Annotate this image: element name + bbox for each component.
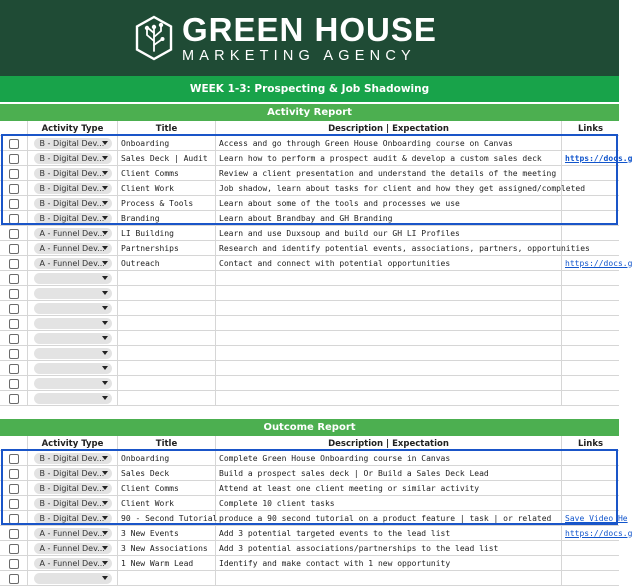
chevron-down-icon[interactable] (102, 261, 108, 265)
table-row (0, 151, 619, 166)
table-row (0, 301, 619, 316)
chevron-down-icon[interactable] (102, 186, 108, 190)
activity-type-cell (28, 271, 118, 286)
description-cell[interactable]: Add 3 potential associations/partnerships to the lead list (216, 541, 562, 556)
table-row (0, 346, 619, 361)
links-cell[interactable] (562, 241, 619, 256)
checkbox-cell (0, 541, 28, 556)
activity-type-dropdown[interactable] (34, 303, 112, 314)
activity-type-dropdown[interactable] (34, 288, 112, 299)
links-cell[interactable] (562, 166, 619, 181)
links-cell[interactable] (562, 466, 619, 481)
chevron-down-icon[interactable] (102, 396, 108, 400)
chevron-down-icon[interactable] (102, 231, 108, 235)
checkbox-column-header (0, 436, 28, 451)
row-checkbox[interactable] (9, 514, 19, 524)
activity-type-cell (28, 181, 118, 196)
links-cell[interactable] (562, 151, 619, 166)
table-row (0, 466, 619, 481)
chevron-down-icon[interactable] (102, 486, 108, 490)
activity-type-cell (28, 571, 118, 586)
table-row (0, 511, 619, 526)
title-cell[interactable] (118, 286, 216, 301)
description-cell[interactable]: produce a 90 second tutorial on a product feature | task | or related (216, 511, 562, 526)
chevron-down-icon[interactable] (102, 171, 108, 175)
row-checkbox[interactable] (9, 499, 19, 509)
links-cell[interactable] (562, 226, 619, 241)
activity-type-cell (28, 376, 118, 391)
table-row (0, 391, 619, 406)
activity-type-value: B - Digital Dev... (40, 184, 105, 193)
activity-type-dropdown[interactable] (34, 513, 112, 524)
description-cell[interactable] (216, 331, 562, 346)
description-cell[interactable]: Access and go through Green House Onboarding course on Canvas (216, 136, 562, 151)
activity-type-value: B - Digital Dev... (40, 484, 105, 493)
activity-type-cell (28, 286, 118, 301)
description-cell[interactable]: Learn about Brandbay and GH Branding (216, 211, 562, 226)
activity-type-cell (28, 301, 118, 316)
links-cell[interactable] (562, 256, 619, 271)
activity-type-dropdown[interactable] (34, 483, 112, 494)
activity-type-value: A - Funnel Dev... (40, 529, 105, 538)
row-checkbox[interactable] (9, 529, 19, 539)
title-cell[interactable]: Client Work (118, 181, 216, 196)
header-banner (0, 0, 619, 76)
chevron-down-icon[interactable] (102, 501, 108, 505)
row-checkbox[interactable] (9, 349, 19, 359)
document-link[interactable]: https://docs.g (565, 259, 632, 268)
checkbox-cell (0, 286, 28, 301)
checkbox-cell (0, 136, 28, 151)
chevron-down-icon[interactable] (102, 351, 108, 355)
chevron-down-icon[interactable] (102, 141, 108, 145)
row-checkbox[interactable] (9, 394, 19, 404)
activity-type-value: B - Digital Dev... (40, 499, 105, 508)
table-row (0, 196, 619, 211)
description-cell[interactable]: Learn how to perform a prospect audit & develop a custom sales deck (216, 151, 562, 166)
description-cell[interactable]: Contact and connect with potential opportunities (216, 256, 562, 271)
title-cell[interactable] (118, 571, 216, 586)
activity-type-dropdown[interactable] (34, 318, 112, 329)
row-checkbox[interactable] (9, 454, 19, 464)
table-row (0, 286, 619, 301)
column-header-row (0, 121, 619, 136)
description-cell[interactable]: Complete Green House Onboarding course in Canvas (216, 451, 562, 466)
title-cell[interactable]: Partnerships (118, 241, 216, 256)
activity-type-cell (28, 151, 118, 166)
table-row (0, 211, 619, 226)
title-cell[interactable]: 3 New Events (118, 526, 216, 541)
activity-type-value: B - Digital Dev... (40, 199, 105, 208)
links-header: Links (562, 436, 619, 451)
links-cell[interactable] (562, 451, 619, 466)
title-cell[interactable] (118, 361, 216, 376)
links-cell[interactable] (562, 271, 619, 286)
activity-type-cell (28, 196, 118, 211)
links-cell[interactable] (562, 346, 619, 361)
activity-type-dropdown[interactable] (34, 573, 112, 584)
checkbox-cell (0, 466, 28, 481)
title-cell[interactable]: Branding (118, 211, 216, 226)
chevron-down-icon[interactable] (102, 276, 108, 280)
description-cell[interactable] (216, 286, 562, 301)
links-cell[interactable] (562, 286, 619, 301)
activity-type-cell (28, 526, 118, 541)
document-link[interactable]: https://docs.g (565, 154, 632, 163)
title-cell[interactable]: Process & Tools (118, 196, 216, 211)
description-cell[interactable] (216, 391, 562, 406)
description-header: Description | Expectation (216, 436, 562, 451)
description-cell[interactable]: Attend at least one client meeting or similar activity (216, 481, 562, 496)
table-row (0, 256, 619, 271)
activity-type-cell (28, 166, 118, 181)
description-cell[interactable]: Identify and make contact with 1 new opportunity (216, 556, 562, 571)
title-cell[interactable] (118, 331, 216, 346)
activity-type-cell (28, 451, 118, 466)
row-checkbox[interactable] (9, 244, 19, 254)
description-cell[interactable]: Build a prospect sales deck | Or Build a Sales Deck Lead (216, 466, 562, 481)
title-cell[interactable]: Sales Deck (118, 466, 216, 481)
description-cell[interactable]: Complete 10 client tasks (216, 496, 562, 511)
checkbox-cell (0, 331, 28, 346)
title-header: Title (118, 121, 216, 136)
circuit-tree-icon (134, 15, 174, 61)
activity-type-cell (28, 241, 118, 256)
title-cell[interactable]: 90 - Second Tutorial (118, 511, 216, 526)
checkbox-cell (0, 211, 28, 226)
title-cell[interactable]: LI Building (118, 226, 216, 241)
activity-type-dropdown[interactable] (34, 243, 112, 254)
activity-type-value: B - Digital Dev... (40, 214, 105, 223)
checkbox-cell (0, 181, 28, 196)
activity-type-cell (28, 226, 118, 241)
table-row (0, 316, 619, 331)
chevron-down-icon[interactable] (102, 336, 108, 340)
links-cell[interactable] (562, 331, 619, 346)
checkbox-cell (0, 316, 28, 331)
checkbox-cell (0, 451, 28, 466)
row-checkbox[interactable] (9, 574, 19, 584)
links-cell[interactable] (562, 526, 619, 541)
activity-type-cell (28, 211, 118, 226)
links-cell[interactable] (562, 496, 619, 511)
activity-type-value: A - Funnel Dev... (40, 244, 105, 253)
table-row (0, 451, 619, 466)
brand-tagline: MARKETING AGENCY (182, 49, 437, 64)
activity-type-dropdown[interactable] (34, 393, 112, 404)
description-cell[interactable] (216, 361, 562, 376)
checkbox-cell (0, 481, 28, 496)
checkbox-cell (0, 556, 28, 571)
row-checkbox[interactable] (9, 319, 19, 329)
outcome-table (0, 436, 619, 586)
activity-type-dropdown[interactable] (34, 228, 112, 239)
activity-type-dropdown[interactable] (34, 378, 112, 389)
chevron-down-icon[interactable] (102, 456, 108, 460)
title-cell[interactable]: Outreach (118, 256, 216, 271)
activity-type-dropdown[interactable] (34, 558, 112, 569)
links-cell[interactable] (562, 361, 619, 376)
row-checkbox[interactable] (9, 379, 19, 389)
chevron-down-icon[interactable] (102, 471, 108, 475)
activity-type-dropdown[interactable] (34, 543, 112, 554)
activity-type-value: B - Digital Dev... (40, 514, 105, 523)
row-checkbox[interactable] (9, 334, 19, 344)
activity-type-cell (28, 481, 118, 496)
title-cell[interactable] (118, 376, 216, 391)
title-cell[interactable] (118, 301, 216, 316)
checkbox-cell (0, 361, 28, 376)
description-cell[interactable]: Research and identify potential events, associations, partners, opportunities (216, 241, 562, 256)
activity-type-dropdown[interactable] (34, 153, 112, 164)
brand-logo (134, 12, 437, 64)
row-checkbox[interactable] (9, 364, 19, 374)
activity-type-dropdown[interactable] (34, 273, 112, 284)
activity-type-cell (28, 556, 118, 571)
title-cell[interactable]: Client Comms (118, 166, 216, 181)
table-row (0, 481, 619, 496)
table-row (0, 181, 619, 196)
row-checkbox[interactable] (9, 214, 19, 224)
links-cell[interactable] (562, 571, 619, 586)
activity-type-dropdown[interactable] (34, 333, 112, 344)
checkbox-cell (0, 166, 28, 181)
row-checkbox[interactable] (9, 259, 19, 269)
activity-type-dropdown[interactable] (34, 213, 112, 224)
table-row (0, 541, 619, 556)
table-row (0, 226, 619, 241)
table-row (0, 241, 619, 256)
table-row (0, 136, 619, 151)
row-checkbox[interactable] (9, 139, 19, 149)
activity-type-cell (28, 541, 118, 556)
row-checkbox[interactable] (9, 199, 19, 209)
description-header: Description | Expectation (216, 121, 562, 136)
chevron-down-icon[interactable] (102, 381, 108, 385)
chevron-down-icon[interactable] (102, 156, 108, 160)
document-link[interactable]: https://docs.g (565, 529, 632, 538)
chevron-down-icon[interactable] (102, 291, 108, 295)
chevron-down-icon[interactable] (102, 531, 108, 535)
title-cell[interactable] (118, 316, 216, 331)
description-cell[interactable] (216, 346, 562, 361)
activity-type-header: Activity Type (28, 436, 118, 451)
title-cell[interactable]: Onboarding (118, 451, 216, 466)
table-row (0, 271, 619, 286)
checkbox-cell (0, 226, 28, 241)
description-cell[interactable]: Review a client presentation and understand the details of the meeting (216, 166, 562, 181)
chevron-down-icon[interactable] (102, 366, 108, 370)
checkbox-cell (0, 346, 28, 361)
chevron-down-icon[interactable] (102, 216, 108, 220)
activity-type-cell (28, 331, 118, 346)
activity-type-value: A - Funnel Dev... (40, 259, 105, 268)
week-title: WEEK 1-3: Prospecting & Job Shadowing (0, 76, 619, 102)
activity-type-dropdown[interactable] (34, 363, 112, 374)
activity-type-value: B - Digital Dev... (40, 169, 105, 178)
table-row (0, 376, 619, 391)
checkbox-cell (0, 391, 28, 406)
title-cell[interactable]: Client Comms (118, 481, 216, 496)
activity-type-cell (28, 256, 118, 271)
description-cell[interactable] (216, 376, 562, 391)
checkbox-cell (0, 511, 28, 526)
links-cell[interactable] (562, 391, 619, 406)
links-cell[interactable] (562, 481, 619, 496)
outcome-section-title: Outcome Report (0, 419, 619, 436)
activity-section-title: Activity Report (0, 104, 619, 121)
checkbox-cell (0, 241, 28, 256)
row-checkbox[interactable] (9, 484, 19, 494)
chevron-down-icon[interactable] (102, 576, 108, 580)
links-cell[interactable] (562, 301, 619, 316)
links-cell[interactable] (562, 211, 619, 226)
description-cell[interactable]: Learn and use Duxsoup and build our GH LI Profiles (216, 226, 562, 241)
description-cell[interactable] (216, 316, 562, 331)
activity-type-dropdown[interactable] (34, 468, 112, 479)
activity-type-dropdown[interactable] (34, 348, 112, 359)
title-header: Title (118, 436, 216, 451)
activity-type-value: A - Funnel Dev... (40, 544, 105, 553)
title-cell[interactable] (118, 271, 216, 286)
activity-type-dropdown[interactable] (34, 528, 112, 539)
description-cell[interactable]: Add 3 potential targeted events to the lead list (216, 526, 562, 541)
activity-type-dropdown[interactable] (34, 453, 112, 464)
activity-type-value: B - Digital Dev... (40, 154, 105, 163)
activity-type-cell (28, 466, 118, 481)
checkbox-cell (0, 496, 28, 511)
activity-type-cell (28, 511, 118, 526)
brand-name: GREEN HOUSE (182, 13, 437, 46)
table-row (0, 361, 619, 376)
document-link[interactable]: Save Video He (565, 514, 628, 523)
row-checkbox[interactable] (9, 544, 19, 554)
table-row (0, 166, 619, 181)
activity-type-cell (28, 391, 118, 406)
checkbox-cell (0, 271, 28, 286)
chevron-down-icon[interactable] (102, 516, 108, 520)
checkbox-cell (0, 376, 28, 391)
activity-type-value: A - Funnel Dev... (40, 559, 105, 568)
activity-type-cell (28, 496, 118, 511)
activity-type-value: B - Digital Dev... (40, 454, 105, 463)
checkbox-cell (0, 256, 28, 271)
activity-type-cell (28, 316, 118, 331)
row-checkbox[interactable] (9, 169, 19, 179)
title-cell[interactable]: Onboarding (118, 136, 216, 151)
checkbox-cell (0, 571, 28, 586)
activity-table (0, 121, 619, 406)
activity-type-cell (28, 346, 118, 361)
activity-type-cell (28, 136, 118, 151)
activity-type-header: Activity Type (28, 121, 118, 136)
description-cell[interactable] (216, 271, 562, 286)
title-cell[interactable]: Sales Deck | Audit (118, 151, 216, 166)
checkbox-cell (0, 526, 28, 541)
table-row (0, 496, 619, 511)
activity-type-dropdown[interactable] (34, 198, 112, 209)
title-cell[interactable]: Client Work (118, 496, 216, 511)
activity-type-dropdown[interactable] (34, 498, 112, 509)
chevron-down-icon[interactable] (102, 306, 108, 310)
checkbox-cell (0, 151, 28, 166)
activity-type-value: B - Digital Dev... (40, 139, 105, 148)
row-checkbox[interactable] (9, 304, 19, 314)
activity-type-dropdown[interactable] (34, 183, 112, 194)
links-cell[interactable] (562, 511, 619, 526)
chevron-down-icon[interactable] (102, 321, 108, 325)
chevron-down-icon[interactable] (102, 546, 108, 550)
title-cell[interactable]: 1 New Warm Lead (118, 556, 216, 571)
table-row (0, 331, 619, 346)
row-checkbox[interactable] (9, 184, 19, 194)
chevron-down-icon[interactable] (102, 246, 108, 250)
activity-type-dropdown[interactable] (34, 168, 112, 179)
links-cell[interactable] (562, 136, 619, 151)
table-row (0, 571, 619, 586)
row-checkbox[interactable] (9, 154, 19, 164)
row-checkbox[interactable] (9, 274, 19, 284)
title-cell[interactable] (118, 346, 216, 361)
title-cell[interactable] (118, 391, 216, 406)
description-cell[interactable] (216, 571, 562, 586)
row-checkbox[interactable] (9, 289, 19, 299)
checkbox-cell (0, 196, 28, 211)
chevron-down-icon[interactable] (102, 561, 108, 565)
activity-type-dropdown[interactable] (34, 138, 112, 149)
checkbox-column-header (0, 121, 28, 136)
description-cell[interactable] (216, 301, 562, 316)
chevron-down-icon[interactable] (102, 201, 108, 205)
row-checkbox[interactable] (9, 469, 19, 479)
links-cell[interactable] (562, 541, 619, 556)
table-row (0, 526, 619, 541)
links-cell[interactable] (562, 196, 619, 211)
column-header-row (0, 436, 619, 451)
links-cell[interactable] (562, 181, 619, 196)
table-row (0, 556, 619, 571)
links-cell[interactable] (562, 556, 619, 571)
links-header: Links (562, 121, 619, 136)
links-cell[interactable] (562, 316, 619, 331)
activity-type-cell (28, 361, 118, 376)
title-cell[interactable]: 3 New Associations (118, 541, 216, 556)
checkbox-cell (0, 301, 28, 316)
description-cell[interactable]: Job shadow, learn about tasks for client and how they get assigned/completed (216, 181, 562, 196)
row-checkbox[interactable] (9, 559, 19, 569)
row-checkbox[interactable] (9, 229, 19, 239)
links-cell[interactable] (562, 376, 619, 391)
description-cell[interactable]: Learn about some of the tools and processes we use (216, 196, 562, 211)
activity-type-dropdown[interactable] (34, 258, 112, 269)
activity-type-value: B - Digital Dev... (40, 469, 105, 478)
activity-type-value: A - Funnel Dev... (40, 229, 105, 238)
